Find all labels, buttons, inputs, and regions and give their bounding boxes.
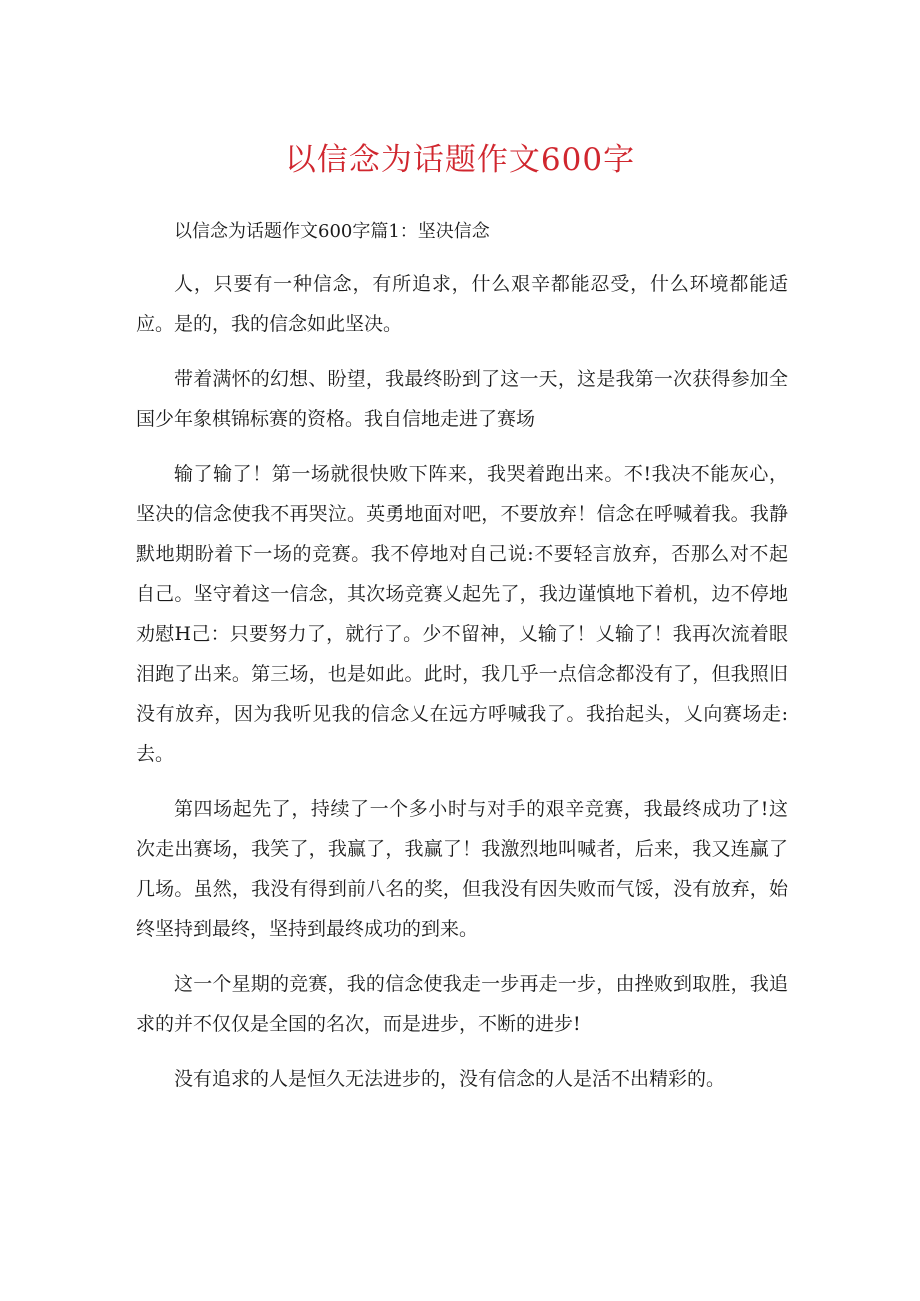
paragraph-3: 输了输了！第一场就很快败下阵来，我哭着跑出来。不!我决不能灰心，坚决的信念使我不再哭泣。英勇地面对吧，不要放弃！信念在呼喊着我。我静默地期盼着下一场的竞赛。我不停地对自己说:不要轻言放弃，否那么对不起自己。坚守着这一信念，其次场竞赛乂起先了，我边谨慎地下着机，边不停地劝慰H己：只要努力了，就行了。少不留神，乂输了！乂输了！我再次流着眼泪跑了出来。第三场，也是如此。此时，我几乎一点信念都没有了，但我照旧没有放弃，因为我听见我的信念乂在远方呼喊我了。我抬起头，乂向赛场走:去。 (136, 463, 788, 765)
document-title: 以信念为话题作文600字 (284, 142, 636, 178)
paragraph-6: 没有追求的人是恒久无法进步的，没有信念的人是活不出精彩的。 (174, 1068, 726, 1090)
paragraph-1: 人，只要有一种信念，有所追求，什么艰辛都能忍受，什么环境都能适应。是的，我的信念如此坚决。 (136, 273, 788, 335)
paragraph-4: 第四场起先了，持续了一个多小时与对手的艰辛竞赛，我最终成功了!这次走出赛场，我笑了，我赢了，我赢了！我激烈地叫喊者，后来，我又连赢了几场。虽然，我没有得到前八名的奖，但我没有因失败而气馁，没有放弃，始终坚持到最终，坚持到最终成功的到来。 (136, 798, 788, 940)
paragraph-5: 这一个星期的竞赛，我的信念使我走一步再走一步，由挫败到取胜，我追求的并不仅仅是全国的名次，而是进步，不断的进步! (136, 973, 788, 1035)
section-heading: 以信念为话题作文600字篇1：坚决信念 (174, 221, 490, 242)
document-body (136, 212, 788, 1114)
paragraph-2: 带着满怀的幻想、盼望，我最终盼到了这一天，这是我第一次获得参加全国少年象棋锦标赛的资格。我自信地走进了赛场 (136, 368, 788, 430)
